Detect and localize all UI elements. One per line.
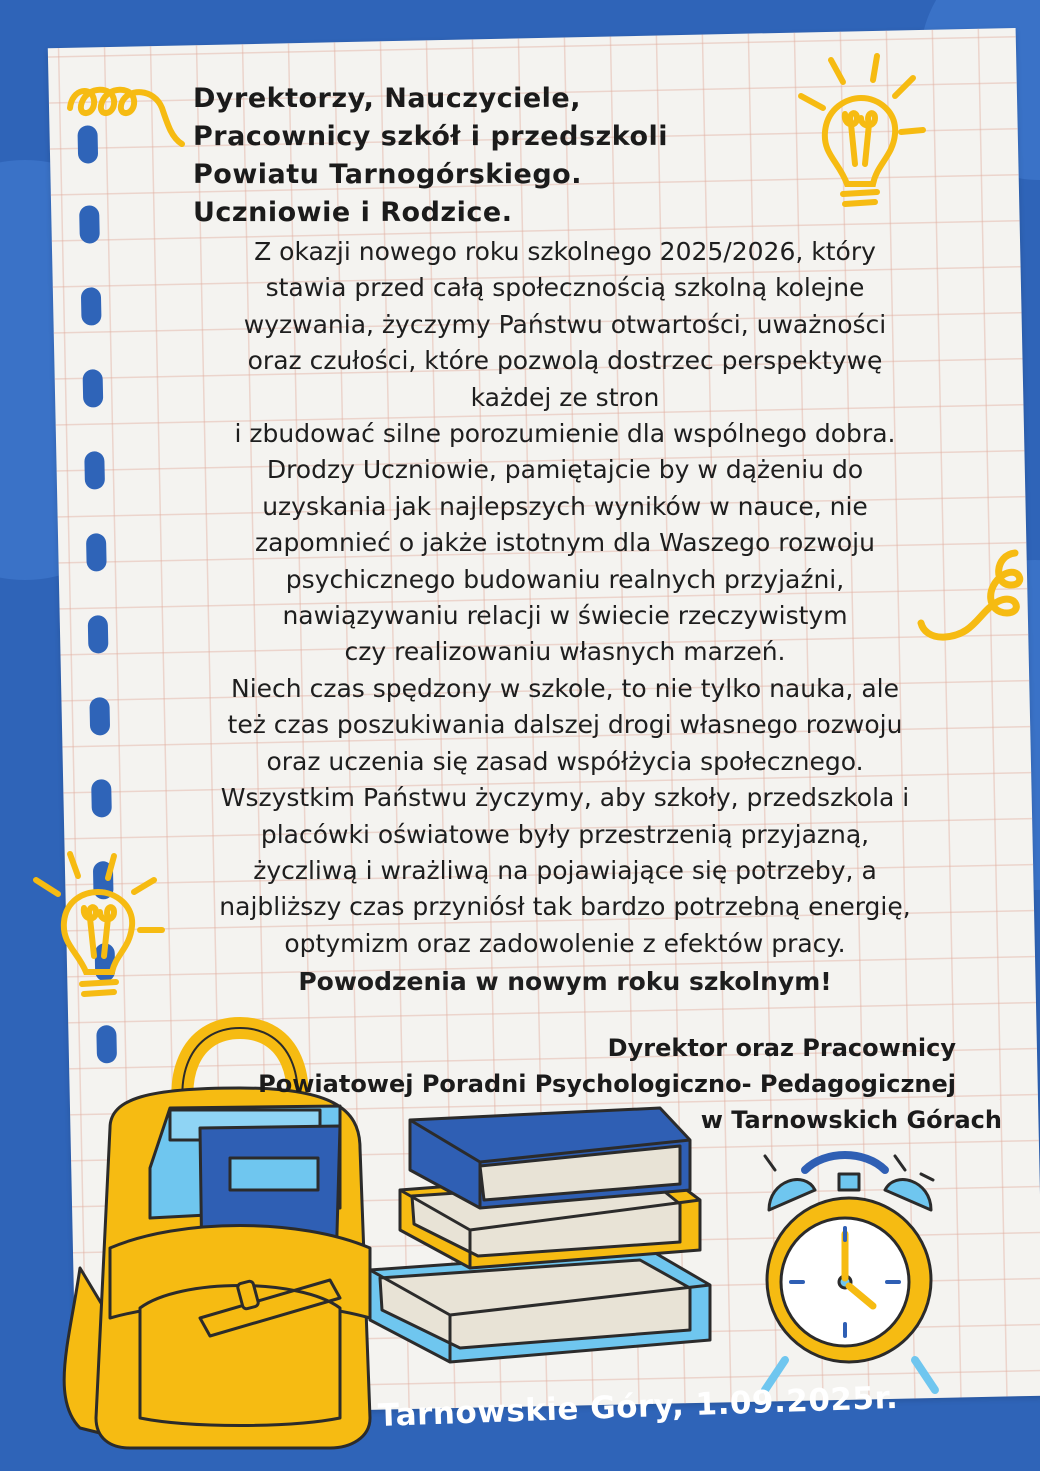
body-line: uzyskania jak najlepszych wyników w nauce, nie	[262, 491, 868, 521]
body-line: Wszystkim Państwu życzymy, aby szkoły, przedszkola i	[220, 783, 910, 813]
closing-wish: Powodzenia w nowym roku szkolnym!	[298, 967, 832, 997]
heading-line: Uczniowie i Rodzice.	[193, 197, 513, 228]
body-line: nawiązywaniu relacji w świecie rzeczywistym	[282, 601, 848, 631]
body-line: psychicznego budowaniu realnych przyjaźni,	[285, 564, 845, 594]
body-line: Niech czas spędzony w szkole, to nie tylko nauka, ale	[231, 673, 899, 703]
letter-body	[140, 234, 990, 1001]
body-line: życzliwą i wrażliwą na pojawiające się potrzeby, a	[253, 855, 877, 885]
body-line: oraz uczenia się zasad współżycia społecznego.	[266, 746, 864, 776]
body-line: optymizm oraz zadowolenie z efektów pracy.	[284, 928, 846, 958]
body-line: i zbudować silne porozumienie dla wspólnego dobra.	[234, 419, 896, 449]
signature-line: Dyrektor oraz Pracownicy	[607, 1034, 956, 1062]
body-line: Drodzy Uczniowie, pamiętajcie by w dążeniu do	[266, 455, 864, 485]
body-line: też czas poszukiwania dalszej drogi własnego rozwoju	[227, 710, 903, 740]
signature-line: Powiatowej Poradni Psychologiczno- Pedagogicznej	[258, 1070, 956, 1098]
body-line: najbliższy czas przyniósł tak bardzo potrzebną energię,	[219, 892, 911, 922]
body-line: czy realizowaniu własnych marzeń.	[344, 637, 786, 667]
body-line: Z okazji nowego roku szkolnego 2025/2026, który	[254, 237, 876, 266]
signature-block	[142, 1030, 1002, 1138]
heading-line: Powiatu Tarnogórskiego.	[193, 159, 582, 190]
body-line: każdej ze stron	[470, 382, 660, 412]
heading-line: Dyrektorzy, Nauczyciele,	[193, 83, 581, 114]
body-line: stawia przed całą społecznością szkolną kolejne	[265, 273, 865, 303]
body-line: zapomnieć o jakże istotnym dla Waszego rozwoju	[255, 528, 875, 558]
heading-line: Pracownicy szkół i przedszkoli	[193, 121, 669, 152]
body-line: placówki oświatowe były przestrzenią przyjazną,	[260, 819, 870, 849]
greeting-heading	[193, 80, 893, 232]
body-line: oraz czułości, które pozwolą dostrzec perspektywę	[247, 346, 883, 376]
place-and-date: Tarnowskie Góry, 1.09.2025r.	[377, 1379, 899, 1434]
body-line: wyzwania, życzymy Państwu otwartości, uważności	[243, 309, 887, 339]
signature-line: w Tarnowskich Górach	[700, 1106, 1002, 1134]
